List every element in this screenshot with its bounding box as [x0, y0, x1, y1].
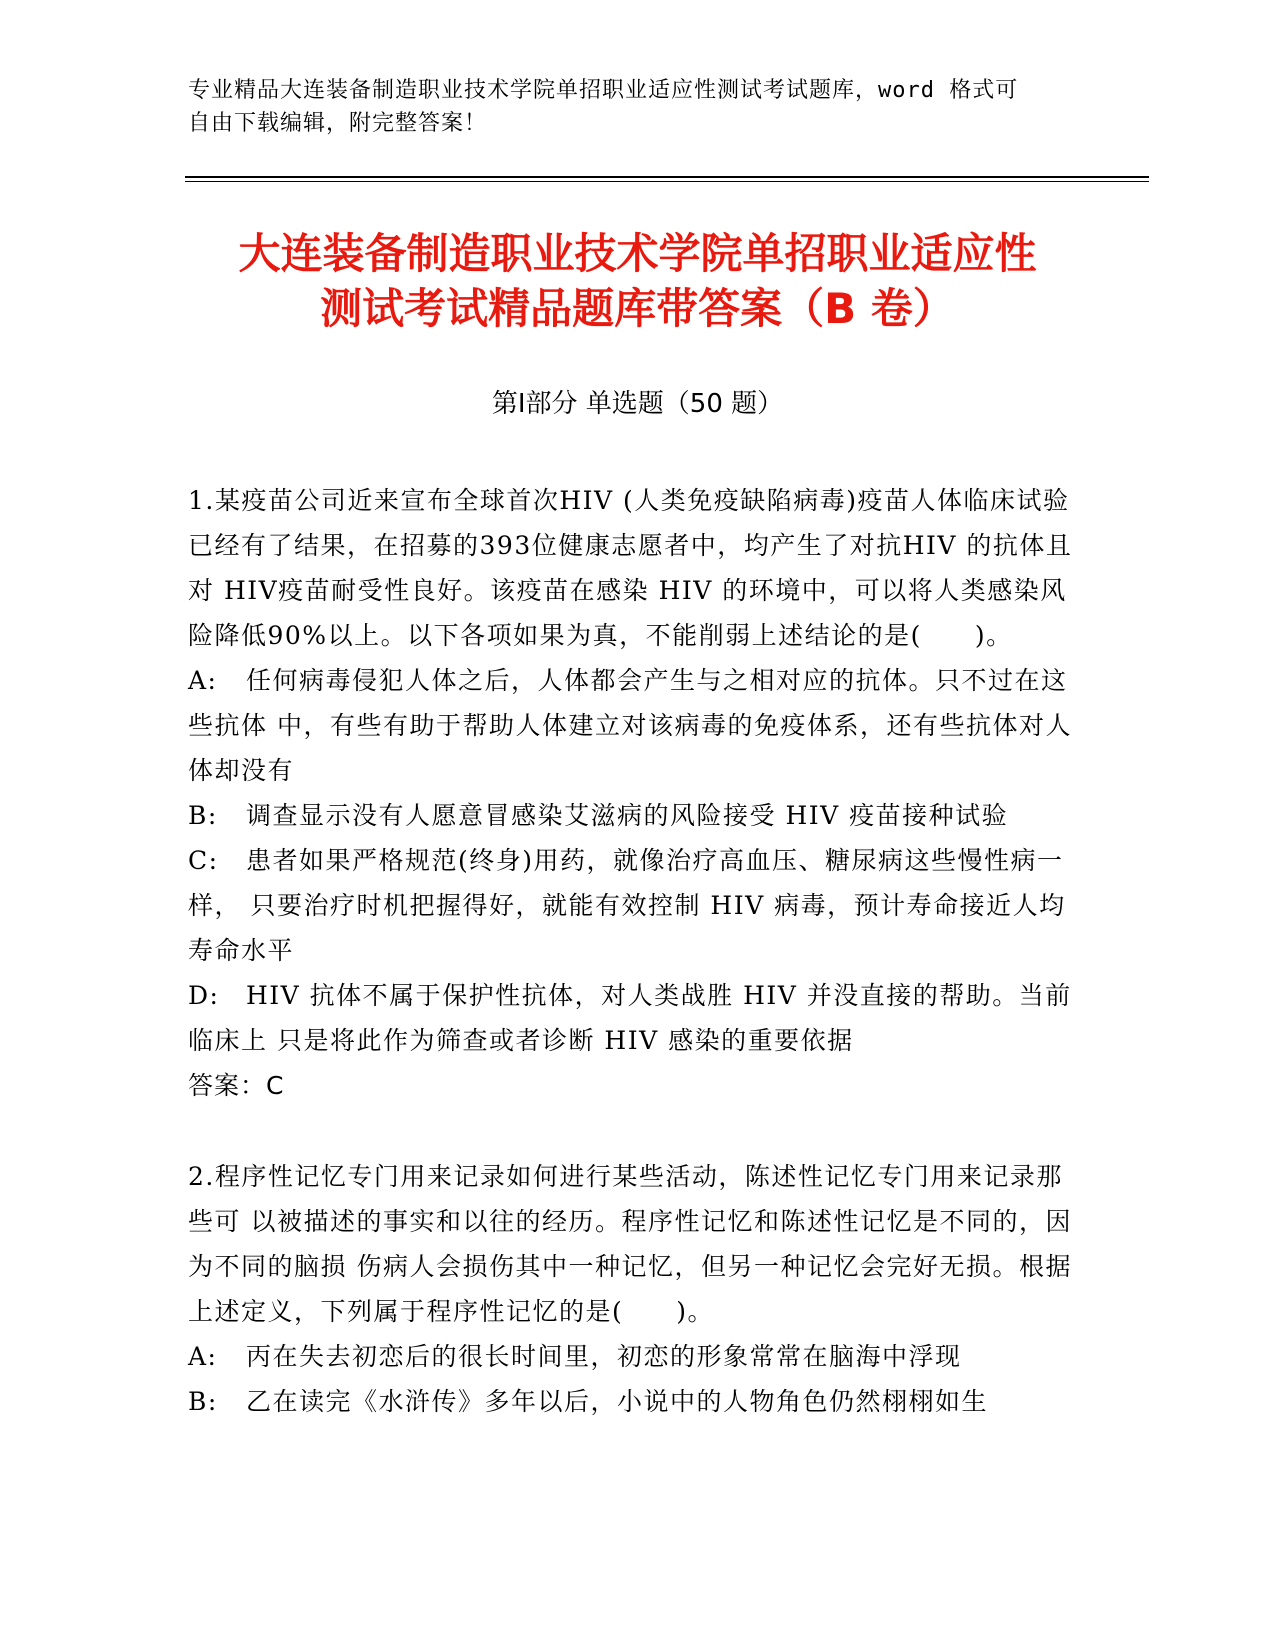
- document-title-line2: 测试考试精品题库带答案（B 卷）: [320, 284, 955, 333]
- option-text: 患者如果严格规范(终身)用药，就像治疗高血压、糖尿病这些慢性病一样， 只要治疗时机把握得好，就能有效控制 HIV 病毒，预计寿命接近人均寿命水平: [188, 846, 1066, 965]
- question-option-c: [188, 838, 1078, 973]
- option-text: 任何病毒侵犯人体之后，人体都会产生与之相对应的抗体。只不过在这些抗体 中，有些有助于帮助人体建立对该病毒的免疫体系，还有些抗体对人体却没有: [188, 666, 1072, 785]
- option-text: 丙在失去初恋后的很长时间里，初恋的形象常常在脑海中浮现: [246, 1342, 962, 1371]
- option-letter: A:: [188, 666, 218, 695]
- question-option-a: [188, 658, 1078, 793]
- option-letter: D:: [188, 981, 220, 1010]
- header-divider-thin: [185, 181, 1149, 182]
- header-note-line2: 自由下载编辑，附完整答案！: [188, 111, 488, 136]
- document-title: [150, 226, 1125, 336]
- header-divider-thick: [185, 176, 1149, 178]
- question-list: [188, 478, 1078, 1470]
- question-answer: 答案：C: [188, 1071, 285, 1100]
- option-text: 乙在读完《水浒传》多年以后，小说中的人物角色仍然栩栩如生: [246, 1387, 989, 1416]
- option-letter: B:: [188, 801, 218, 830]
- question-option-a: [188, 1334, 1078, 1379]
- option-letter: B:: [188, 1387, 218, 1416]
- option-letter: A:: [188, 1342, 218, 1371]
- question-stem: 1.某疫苗公司近来宣布全球首次HIV (人类免疫缺陷病毒)疫苗人体临床试验 已经有了结果，在招募的393位健康志愿者中，均产生了对抗HIV 的抗体且对 HIV疫苗耐受性良好。该疫苗在感染 HIV 的环境中，可以将人类感染风险降低90%以上。以下各项如果为真，不能削弱上述结论的是( )。: [188, 486, 1073, 650]
- header-note: [188, 74, 1088, 140]
- section-title: 第Ⅰ部分 单选题（50 题）: [491, 389, 784, 419]
- question-option-b: [188, 1379, 1078, 1424]
- option-text: 调查显示没有人愿意冒感染艾滋病的风险接受 HIV 疫苗接种试验: [246, 801, 1009, 830]
- document-title-line1: 大连装备制造职业技术学院单招职业适应性: [238, 229, 1037, 278]
- question-2: [188, 1154, 1078, 1424]
- question-stem: 2.程序性记忆专门用来记录如何进行某些活动，陈述性记忆专门用来记录那些可 以被描述的事实和以往的经历。程序性记忆和陈述性记忆是不同的，因为不同的脑损 伤病人会损伤其中一种记忆，但另一种记忆会完好无损。根据上述定义，下列属于程序性记忆的是( )。: [188, 1162, 1072, 1326]
- question-option-b: [188, 793, 1078, 838]
- header-note-line1: 专业精品大连装备制造职业技术学院单招职业适应性测试考试题库，word 格式可: [188, 78, 1019, 103]
- question-1: [188, 478, 1078, 1108]
- question-option-d: [188, 973, 1078, 1063]
- option-letter: C:: [188, 846, 219, 875]
- option-text: HIV 抗体不属于保护性抗体，对人类战胜 HIV 并没直接的帮助。当前临床上 只是将此作为筛查或者诊断 HIV 感染的重要依据: [188, 981, 1072, 1055]
